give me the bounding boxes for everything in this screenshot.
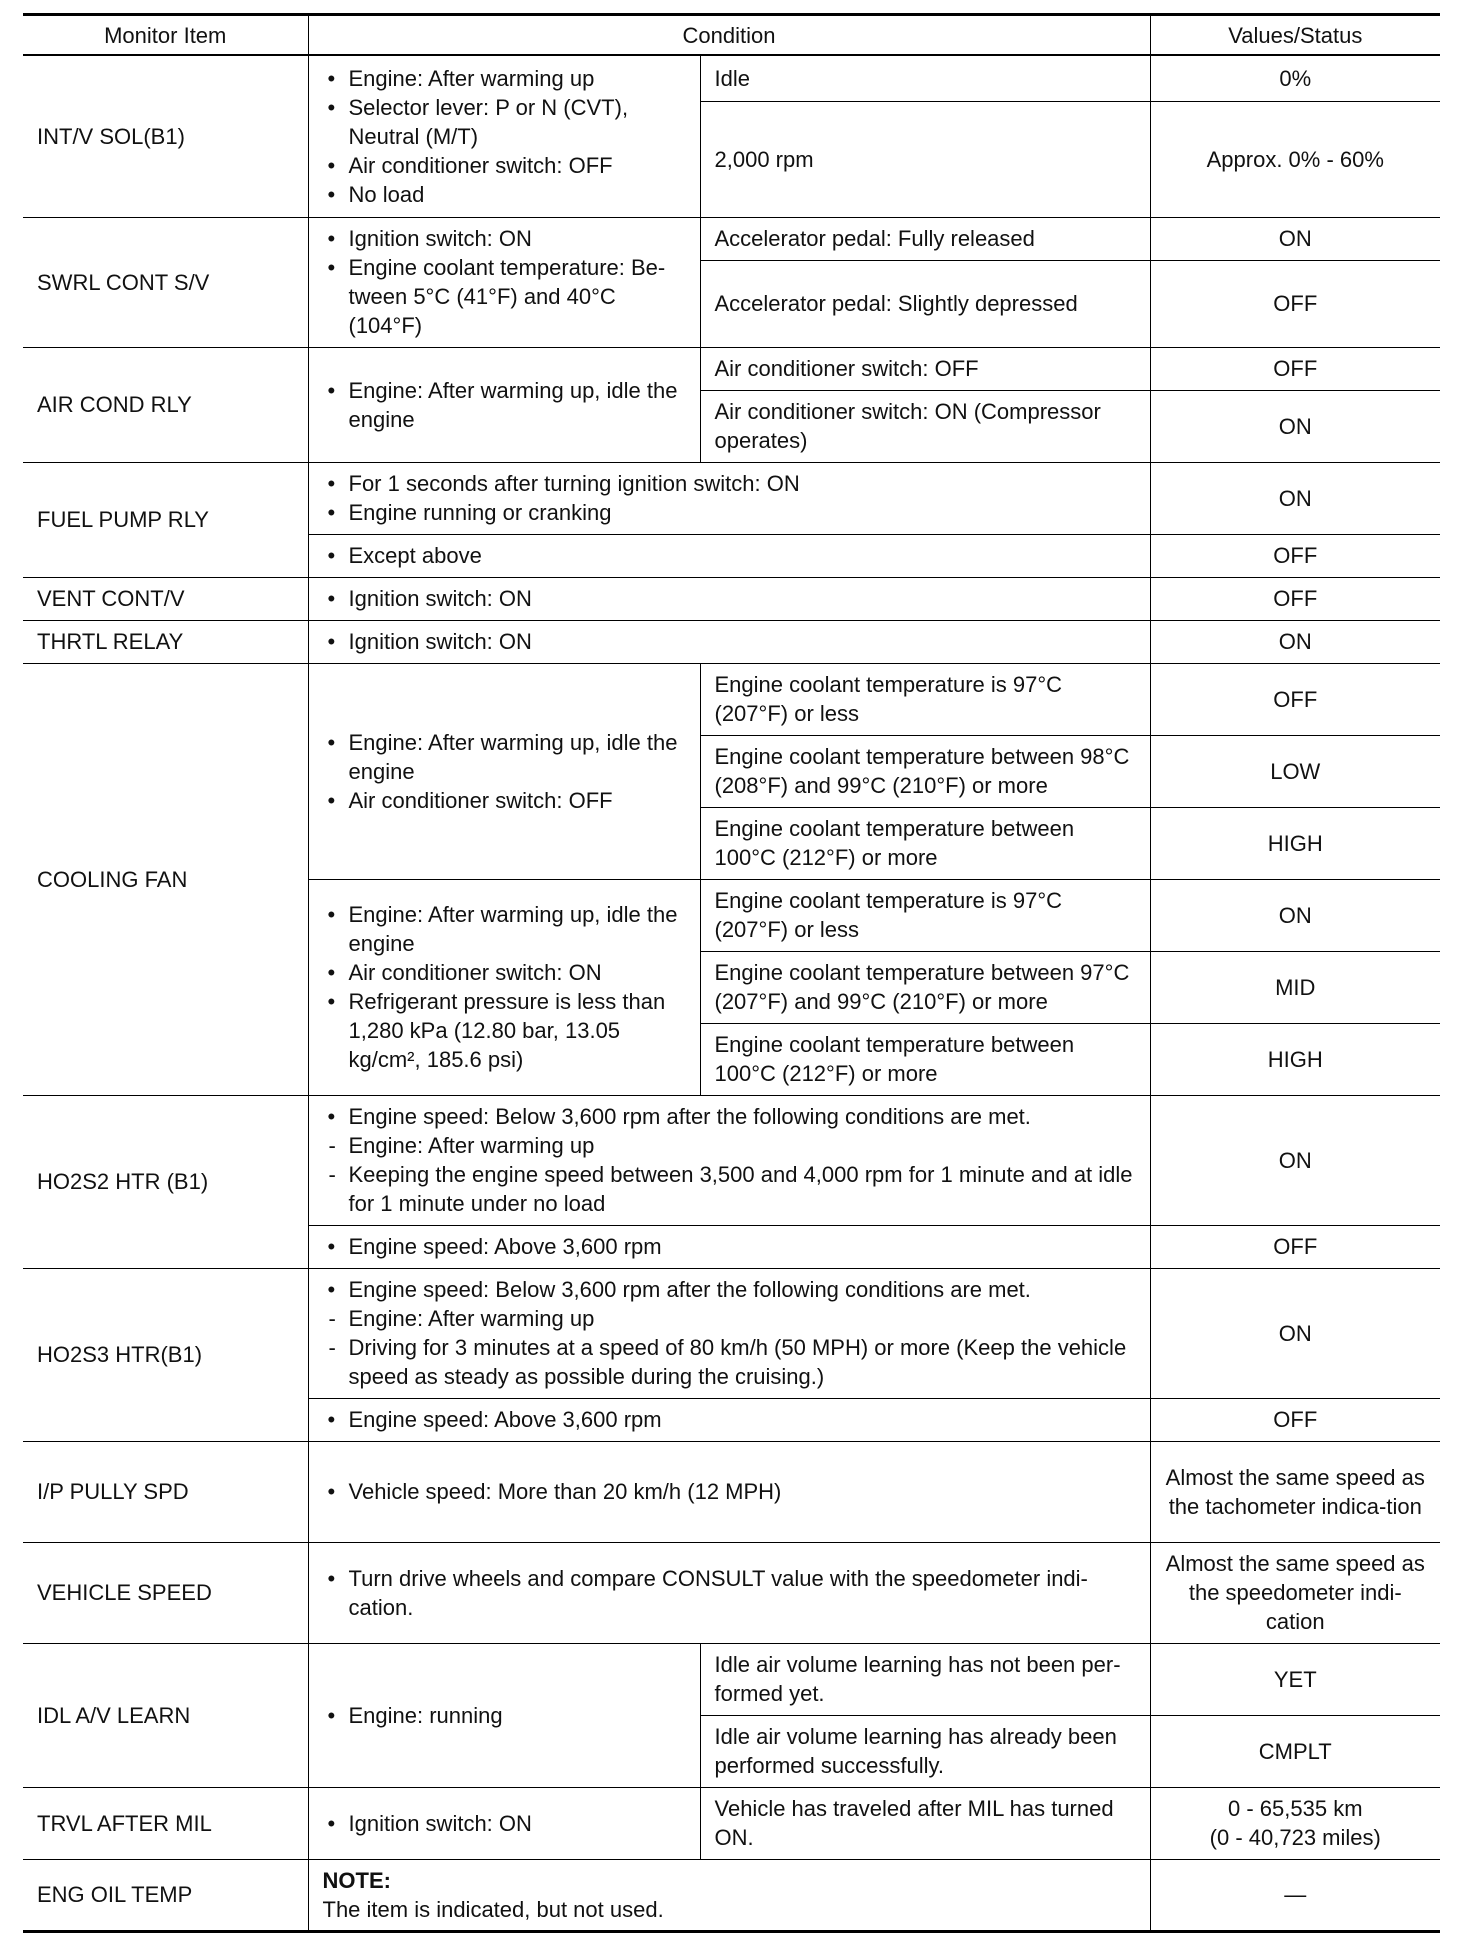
condition-dash-item: - Driving for 3 minutes at a speed of 80 km/h (50 MPH) or more (Keep the vehicle speed as steady as possible during the cruising.) — [323, 1333, 1136, 1391]
condition-cell — [308, 217, 700, 347]
note-text: The item is indicated, but not used. — [322, 1896, 664, 1922]
monitor-item-cell: HO2S3 HTR(B1) — [23, 1268, 308, 1441]
condition-bullet: • Ignition switch: ON — [323, 584, 1136, 613]
sub-condition-cell: Air conditioner switch: OFF — [700, 347, 1150, 390]
sub-condition-cell: Idle air volume learning has not been per-formed yet. — [700, 1643, 1150, 1715]
condition-bullet: • Engine speed: Above 3,600 rpm — [323, 1405, 1136, 1434]
value-line: 0 - 65,535 km — [1228, 1796, 1363, 1821]
condition-bullet: • Engine: After warming up, idle the engine — [323, 728, 686, 786]
condition-bullet: • Engine running or cranking — [323, 498, 1136, 527]
monitor-item-cell: INT/V SOL(B1) — [23, 55, 308, 217]
condition-bullet: • Engine speed: Above 3,600 rpm — [323, 1232, 1136, 1261]
monitor-item-cell: COOLING FAN — [23, 663, 308, 1095]
value-cell: ON — [1150, 390, 1440, 462]
value-line: (0 - 40,723 miles) — [1209, 1825, 1381, 1850]
condition-cell — [308, 462, 1150, 534]
condition-bullet: • Ignition switch: ON — [323, 627, 1136, 656]
value-cell: 0% — [1150, 55, 1440, 101]
header-values-status: Values/Status — [1150, 15, 1440, 56]
condition-bullet: • Engine: After warming up, idle the engine — [323, 376, 686, 434]
condition-bullet: • Air conditioner switch: OFF — [323, 151, 686, 180]
condition-bullet: • Ignition switch: ON — [323, 224, 686, 253]
value-cell: OFF — [1150, 663, 1440, 735]
table-row — [23, 55, 1440, 101]
condition-cell — [308, 1787, 700, 1859]
value-cell: MID — [1150, 951, 1440, 1023]
condition-bullet: • Engine: After warming up — [323, 64, 686, 93]
table-row — [23, 347, 1440, 390]
value-cell: OFF — [1150, 577, 1440, 620]
condition-bullet: • Engine coolant temperature: Be-tween 5°C (41°F) and 40°C (104°F) — [323, 253, 686, 340]
sub-condition-cell: Air conditioner switch: ON (Compressor operates) — [700, 390, 1150, 462]
monitor-item-cell: SWRL CONT S/V — [23, 217, 308, 347]
monitor-item-cell: THRTL RELAY — [23, 620, 308, 663]
monitor-item-cell: I/P PULLY SPD — [23, 1441, 308, 1542]
value-cell: OFF — [1150, 534, 1440, 577]
table-row — [23, 1441, 1440, 1542]
sub-condition-cell: Engine coolant temperature between 98°C (208°F) and 99°C (210°F) or more — [700, 735, 1150, 807]
sub-condition-cell: Accelerator pedal: Fully released — [700, 217, 1150, 260]
table-row — [23, 462, 1440, 534]
value-cell: ON — [1150, 462, 1440, 534]
condition-bullet: • Vehicle speed: More than 20 km/h (12 MPH) — [323, 1477, 1136, 1506]
sub-condition-cell: Engine coolant temperature is 97°C (207°F) or less — [700, 663, 1150, 735]
condition-cell — [308, 1441, 1150, 1542]
sub-condition-cell: 2,000 rpm — [700, 101, 1150, 217]
monitor-item-cell: HO2S2 HTR (B1) — [23, 1095, 308, 1268]
condition-cell — [308, 1643, 700, 1787]
condition-bullet: • Air conditioner switch: OFF — [323, 786, 686, 815]
condition-cell — [308, 534, 1150, 577]
value-cell: — — [1150, 1859, 1440, 1931]
sub-condition-cell: Idle air volume learning has already been performed successfully. — [700, 1715, 1150, 1787]
sub-condition-cell: Engine coolant temperature between 100°C (212°F) or more — [700, 1023, 1150, 1095]
header-condition: Condition — [308, 15, 1150, 56]
condition-dash-item: - Engine: After warming up — [323, 1131, 1136, 1160]
value-cell: ON — [1150, 217, 1440, 260]
table-row — [23, 1542, 1440, 1643]
value-cell: LOW — [1150, 735, 1440, 807]
monitor-item-cell: ENG OIL TEMP — [23, 1859, 308, 1931]
sub-condition-cell: Accelerator pedal: Slightly depressed — [700, 260, 1150, 347]
table-row — [23, 1787, 1440, 1859]
condition-bullet: • Engine: After warming up, idle the engine — [323, 900, 686, 958]
condition-bullet: • Engine: running — [323, 1701, 686, 1730]
value-cell: OFF — [1150, 1225, 1440, 1268]
value-cell: ON — [1150, 879, 1440, 951]
table-row — [23, 577, 1440, 620]
value-cell: OFF — [1150, 260, 1440, 347]
header-monitor-item: Monitor Item — [23, 15, 308, 56]
condition-cell — [308, 879, 700, 1095]
condition-bullet: • Selector lever: P or N (CVT), Neutral (M/T) — [323, 93, 686, 151]
condition-bullet: • For 1 seconds after turning ignition switch: ON — [323, 469, 1136, 498]
table-header-row — [23, 15, 1440, 56]
value-cell: Approx. 0% - 60% — [1150, 101, 1440, 217]
monitor-item-cell: VEHICLE SPEED — [23, 1542, 308, 1643]
condition-bullet: • Except above — [323, 541, 1136, 570]
table-row — [23, 1643, 1440, 1715]
sub-condition-cell: Engine coolant temperature between 97°C (207°F) and 99°C (210°F) or more — [700, 951, 1150, 1023]
condition-cell — [308, 347, 700, 462]
condition-bullet: • Air conditioner switch: ON — [323, 958, 686, 987]
monitor-item-cell: VENT CONT/V — [23, 577, 308, 620]
condition-bullet: • No load — [323, 180, 686, 209]
value-cell: YET — [1150, 1643, 1440, 1715]
condition-cell — [308, 620, 1150, 663]
value-cell: Almost the same speed as the speedometer indi-cation — [1150, 1542, 1440, 1643]
sub-condition-cell: Engine coolant temperature is 97°C (207°F) or less — [700, 879, 1150, 951]
table-row — [23, 217, 1440, 260]
value-cell: ON — [1150, 620, 1440, 663]
table-row — [23, 663, 1440, 735]
value-cell: Almost the same speed as the tachometer indica-tion — [1150, 1441, 1440, 1542]
note-label: NOTE: — [322, 1867, 391, 1893]
condition-bullet: • Refrigerant pressure is less than 1,280 kPa (12.80 bar, 13.05 kg/cm², 185.6 psi) — [323, 987, 686, 1074]
condition-bullet: • Engine speed: Below 3,600 rpm after the following conditions are met. — [323, 1102, 1136, 1131]
condition-cell — [308, 1225, 1150, 1268]
value-cell: HIGH — [1150, 807, 1440, 879]
condition-cell — [308, 1398, 1150, 1441]
sub-condition-cell: Engine coolant temperature between 100°C (212°F) or more — [700, 807, 1150, 879]
condition-bullet: • Engine speed: Below 3,600 rpm after the following conditions are met. — [323, 1275, 1136, 1304]
sub-condition-cell: Vehicle has traveled after MIL has turned ON. — [700, 1787, 1150, 1859]
table-row — [23, 620, 1440, 663]
table-row — [23, 1268, 1440, 1398]
value-cell: CMPLT — [1150, 1715, 1440, 1787]
monitor-item-cell: TRVL AFTER MIL — [23, 1787, 308, 1859]
condition-dash-item: - Keeping the engine speed between 3,500 and 4,000 rpm for 1 minute and at idle for 1 minute under no load — [323, 1160, 1136, 1218]
monitor-item-cell: FUEL PUMP RLY — [23, 462, 308, 577]
value-cell — [1150, 1787, 1440, 1859]
condition-bullet: • Ignition switch: ON — [323, 1809, 686, 1838]
sub-condition-cell: Idle — [700, 55, 1150, 101]
note-cell — [308, 1859, 1150, 1931]
condition-cell — [308, 1268, 1150, 1398]
monitor-item-cell: IDL A/V LEARN — [23, 1643, 308, 1787]
value-cell: ON — [1150, 1268, 1440, 1398]
monitor-item-cell: AIR COND RLY — [23, 347, 308, 462]
value-cell: ON — [1150, 1095, 1440, 1225]
monitor-item-table — [23, 13, 1440, 1933]
condition-cell — [308, 1095, 1150, 1225]
condition-cell — [308, 1542, 1150, 1643]
table-row — [23, 1859, 1440, 1931]
table-row — [23, 1095, 1440, 1225]
value-cell: OFF — [1150, 347, 1440, 390]
condition-cell — [308, 663, 700, 879]
value-cell: OFF — [1150, 1398, 1440, 1441]
value-cell: HIGH — [1150, 1023, 1440, 1095]
condition-cell — [308, 55, 700, 217]
condition-dash-item: - Engine: After warming up — [323, 1304, 1136, 1333]
condition-bullet: • Turn drive wheels and compare CONSULT value with the speedometer indi-cation. — [323, 1564, 1136, 1622]
condition-cell — [308, 577, 1150, 620]
